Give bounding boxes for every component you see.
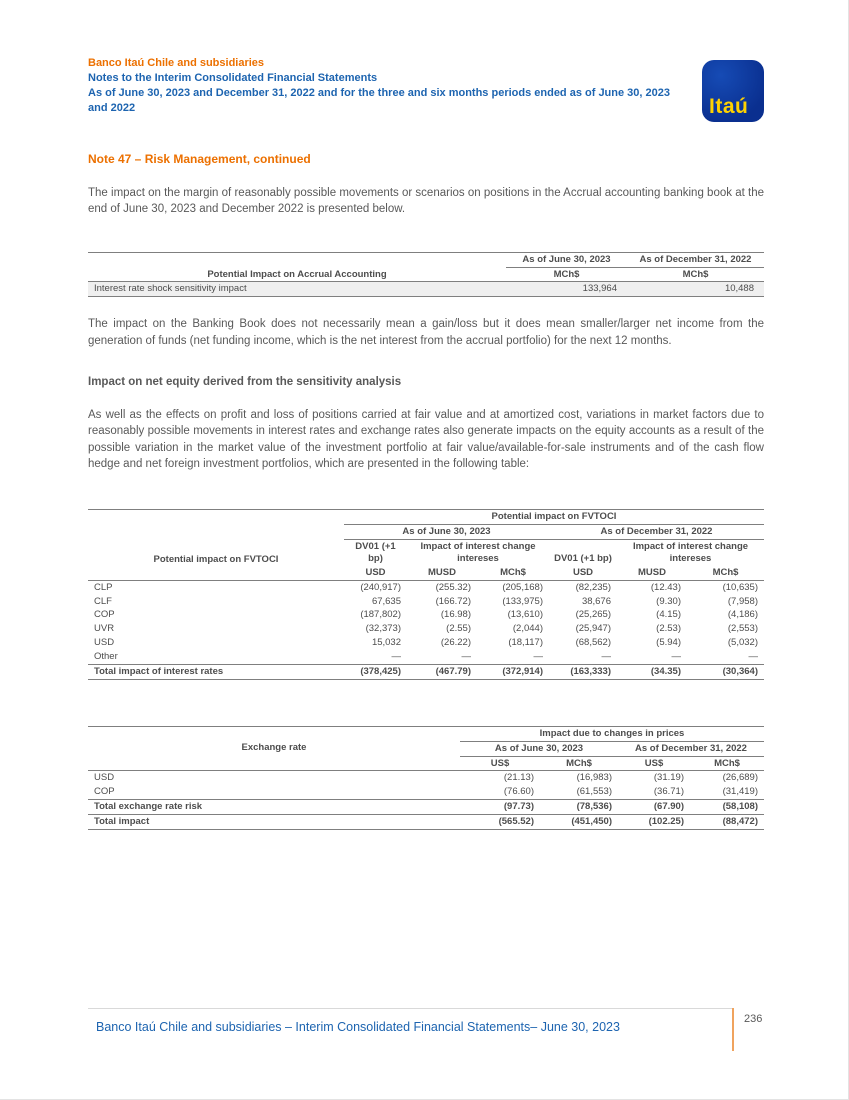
- unit-header: MCh$: [506, 267, 627, 282]
- unit-header: MUSD: [407, 566, 477, 580]
- cell-value: (12.43): [650, 581, 681, 593]
- cell-value: (16.98): [440, 609, 471, 621]
- row-label: CLF: [94, 595, 112, 607]
- unit-header: MCh$: [540, 756, 618, 771]
- row-label: UVR: [94, 623, 115, 635]
- cell-value: (26,689): [722, 772, 758, 784]
- fvtoci-impact-table: [88, 509, 764, 680]
- table-row: [88, 595, 764, 609]
- cell-value: (467.79): [407, 664, 477, 679]
- unit-header: MUSD: [617, 566, 687, 580]
- cell-value: (18,117): [508, 637, 543, 649]
- cell-value: (36.71): [653, 786, 684, 798]
- row-label: COP: [94, 609, 115, 621]
- itau-logo-text: Itaú: [709, 95, 749, 118]
- cell-value: (5.94): [656, 637, 681, 649]
- table-row: [88, 636, 764, 650]
- table-row: [88, 785, 764, 799]
- cell-value: (13,610): [507, 609, 543, 621]
- paragraph-accrual-intro: The impact on the margin of reasonably possible movements or scenarios on positions in the Accrual accounting banking book at the end of June 30, 2023 and December 2022 is presented below.: [88, 187, 764, 216]
- cell-value: (2,044): [512, 623, 543, 635]
- cell-value: (88,472): [690, 815, 764, 830]
- column-header-period2: As of December 31, 2022: [627, 252, 764, 267]
- table-row: [88, 580, 764, 594]
- cell-value: (76.60): [503, 786, 534, 798]
- row-label: USD: [94, 637, 115, 649]
- cell-value: (30,364): [687, 664, 764, 679]
- table-row: [88, 608, 764, 622]
- cell-value: —: [461, 651, 471, 662]
- column-header-period2: As of December 31, 2022: [549, 525, 764, 540]
- cell-value: —: [391, 651, 401, 662]
- page-number: 236: [732, 1008, 766, 1051]
- document-header: [88, 56, 764, 122]
- cell-value: 67,635: [371, 595, 401, 607]
- cell-value: (67.90): [618, 800, 690, 815]
- note-title: Note 47 – Risk Management, continued: [88, 152, 311, 166]
- row-label: Total exchange rate risk: [88, 800, 460, 815]
- cell-value: (10,635): [722, 581, 758, 593]
- cell-value: (34.35): [617, 664, 687, 679]
- unit-header: US$: [460, 756, 540, 771]
- column-header-interest-impact: Impact of interest change intereses: [632, 541, 749, 564]
- page-footer: [88, 1008, 766, 1051]
- paragraph-banking-book: The impact on the Banking Book does not necessarily mean a gain/loss but it does mean smaller/larger net income from the generation of funds (net funding income, which is the net interest from the accrual portfolio) for the next 12 months.: [88, 318, 764, 347]
- cell-value: (78,536): [540, 800, 618, 815]
- cell-value: (61,553): [576, 786, 612, 798]
- table-row: [88, 282, 764, 297]
- cell-value: (133,975): [502, 595, 543, 607]
- table-row-header: Potential impact on FVTOCI: [88, 540, 344, 581]
- accrual-table-body: [88, 282, 764, 297]
- table-title: Impact due to changes in prices: [460, 726, 764, 741]
- row-label: Total impact of interest rates: [88, 664, 344, 679]
- cell-value: (4.15): [656, 609, 681, 621]
- cell-value: (372,914): [477, 664, 549, 679]
- cell-value: (26.22): [440, 637, 471, 649]
- table-row: [88, 800, 764, 815]
- table-row: [88, 622, 764, 636]
- spacer-cell: [88, 525, 344, 540]
- cell-value: —: [671, 651, 681, 662]
- cell-value: (21.13): [503, 772, 534, 784]
- cell-value: (82,235): [575, 581, 611, 593]
- table-title: Potential impact on FVTOCI: [344, 510, 764, 525]
- table-row: [88, 664, 764, 679]
- column-header-interest-impact: Impact of interest change intereses: [420, 541, 536, 564]
- cell-value: (5,032): [727, 637, 758, 649]
- table-header-row: [88, 540, 764, 566]
- table-header-row: [88, 741, 764, 756]
- unit-header: US$: [618, 756, 690, 771]
- unit-header: MCh$: [690, 756, 764, 771]
- row-label: Interest rate shock sensitivity impact: [88, 282, 506, 297]
- cell-value: 10,488: [627, 282, 764, 297]
- cell-value: (2,553): [727, 623, 758, 635]
- cell-value: (378,425): [344, 664, 407, 679]
- cell-value: (187,802): [360, 609, 401, 621]
- cell-value: (451,450): [540, 815, 618, 830]
- column-header-dv01: DV01 (+1 bp): [554, 552, 612, 564]
- company-name: Banco Itaú Chile and subsidiaries: [88, 57, 265, 69]
- cell-value: (32,373): [365, 623, 401, 635]
- table-row-header: Potential Impact on Accrual Accounting: [88, 267, 506, 282]
- cell-value: —: [748, 651, 758, 662]
- column-header-period1: As of June 30, 2023: [460, 741, 618, 756]
- itau-logo: [702, 60, 764, 122]
- cell-value: (68,562): [575, 637, 611, 649]
- cell-value: (2.55): [446, 623, 471, 635]
- row-label: USD: [94, 772, 115, 784]
- table-header-row: [88, 252, 764, 267]
- row-label: Total impact: [88, 815, 460, 830]
- document-title: Notes to the Interim Consolidated Financial Statements: [88, 71, 378, 84]
- cell-value: (58,108): [690, 800, 764, 815]
- row-label: COP: [94, 786, 115, 798]
- row-label: CLP: [94, 581, 113, 593]
- cell-value: (97.73): [460, 800, 540, 815]
- cell-value: (565.52): [460, 815, 540, 830]
- paragraph-sensitivity: As well as the effects on profit and loss of positions carried at fair value and at amortized cost, variations in market factors due to reasonably possible movements in interest rates and exchange rates also generate impacts on the equity accounts as a result of the possible variation in the market value of the investment portfolio at fair value/available-for-sale instruments and of the cash flow hedge and net foreign investment portfolios, which are presented in the following table:: [88, 408, 764, 470]
- fvtoci-table-totals: [88, 664, 764, 679]
- cell-value: —: [533, 651, 543, 662]
- table-row: [88, 771, 764, 785]
- cell-value: (31.19): [653, 772, 684, 784]
- cell-value: (31,419): [722, 786, 758, 798]
- cell-value: (16,983): [576, 772, 612, 784]
- cell-value: (25,265): [575, 609, 611, 621]
- header-text-block: [88, 56, 676, 115]
- cell-value: (2.53): [656, 623, 681, 635]
- price-impact-table: [88, 726, 764, 830]
- cell-value: (25,947): [575, 623, 611, 635]
- table-header-row: [88, 726, 764, 741]
- table-header-row: [88, 510, 764, 525]
- section-heading-net-equity: Impact on net equity derived from the sensitivity analysis: [88, 375, 402, 388]
- column-header-period2: As of December 31, 2022: [618, 741, 764, 756]
- row-label: Other: [94, 651, 118, 662]
- cell-value: —: [601, 651, 611, 662]
- unit-header: USD: [344, 566, 407, 580]
- cell-value: 15,032: [371, 637, 401, 649]
- spacer-cell: [88, 726, 460, 741]
- document-subtitle: As of June 30, 2023 and December 31, 2022 and for the three and six months periods ended as of June 30, 2023 and 2022: [88, 86, 670, 114]
- spacer-cell: [88, 510, 344, 525]
- cell-value: (240,917): [360, 581, 401, 593]
- column-header-period1: As of June 30, 2023: [506, 252, 627, 267]
- prices-table-totals: [88, 800, 764, 830]
- cell-value: 133,964: [506, 282, 627, 297]
- cell-value: (7,958): [727, 595, 758, 607]
- prices-table-body: [88, 771, 764, 800]
- fvtoci-table-body: [88, 580, 764, 664]
- accrual-impact-table: [88, 252, 764, 298]
- table-row: [88, 650, 764, 664]
- cell-value: (255.32): [435, 581, 471, 593]
- unit-header: MCh$: [627, 267, 764, 282]
- cell-value: (9.30): [656, 595, 681, 607]
- table-header-row: [88, 267, 764, 282]
- cell-value: (163,333): [549, 664, 617, 679]
- cell-value: (102.25): [618, 815, 690, 830]
- unit-header: MCh$: [477, 566, 549, 580]
- cell-value: (4,186): [727, 609, 758, 621]
- table-row: [88, 815, 764, 830]
- column-header-dv01: DV01 (+1 bp): [355, 541, 396, 564]
- table-header-row: [88, 525, 764, 540]
- unit-header: USD: [549, 566, 617, 580]
- column-header-period1: As of June 30, 2023: [344, 525, 549, 540]
- spacer-cell: [88, 252, 506, 267]
- unit-header: MCh$: [687, 566, 764, 580]
- cell-value: (205,168): [502, 581, 543, 593]
- cell-value: 38,676: [581, 595, 611, 607]
- table-row-header: Exchange rate: [88, 741, 460, 771]
- footer-text: Banco Itaú Chile and subsidiaries – Interim Consolidated Financial Statements– June 30, 2023: [88, 1008, 732, 1051]
- cell-value: (166.72): [435, 595, 471, 607]
